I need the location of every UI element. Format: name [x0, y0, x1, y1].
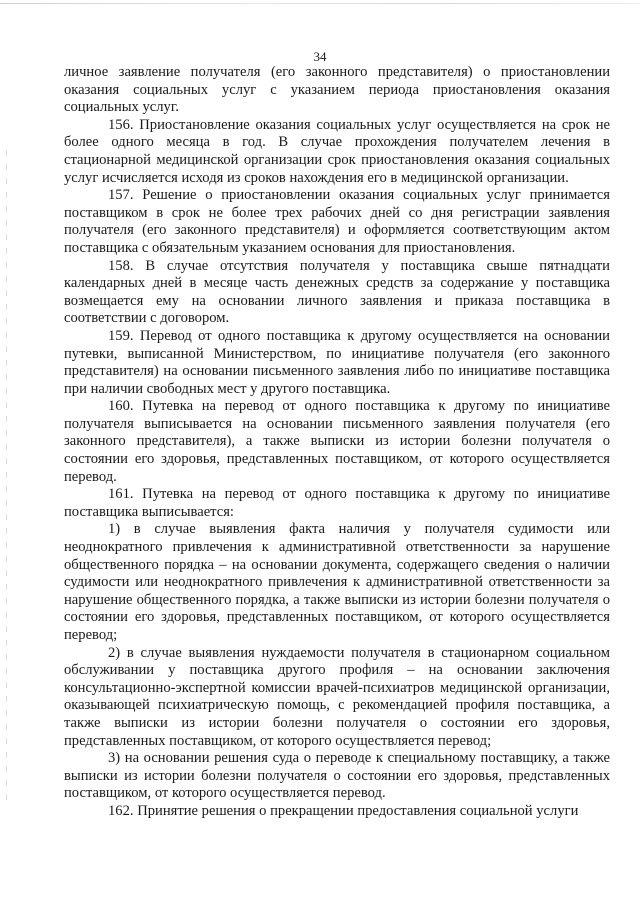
paragraph-continuation: личное заявление получателя (его законного представителя) о приостановлении оказания социальных услуг с указанием периода приостановления оказания социальных услуг. [64, 64, 610, 116]
scan-edge-left [6, 150, 7, 800]
scan-edge-top [0, 3, 640, 4]
paragraph-161-item-3: 3) на основании решения суда о переводе к специальному поставщику, а также выписки из истории болезни получателя о состоянии его здоровья, представленных поставщиком, от которого осуществляется перевод. [64, 750, 610, 802]
paragraph-162: 162. Принятие решения о прекращении предоставления социальной услуги [108, 802, 579, 819]
paragraph-158: 158. В случае отсутствия получателя у поставщика свыше пятнадцати календарных дней в месяце часть денежных средств за содержание у поставщика возмещается ему на основании личного заявления и приказа поставщика в соответствии с договором. [64, 257, 610, 327]
paragraph-160: 160. Путевка на перевод от одного поставщика к другому по инициативе получателя выписывается на основании письменного заявления получателя (его законного представителя), а также выписки из истории болезни получателя о состоянии его здоровья, представленных поставщиком, от которого осуществляется перевод. [64, 398, 610, 485]
paragraph-159: 159. Перевод от одного поставщика к другому осуществляется на основании путевки, выписанной Министерством, по инициативе получателя (его законного представителя) на основании письменного заявления либо по инициативе поставщика при наличии свободных мест у другого поставщика. [64, 327, 610, 397]
paragraph-156: 156. Приостановление оказания социальных услуг осуществляется на срок не более одного месяца в год. В случае прохождения получателем лечения в стационарной медицинской организации срок приостановления оказания социальных услуг исчисляется исходя из сроков нахождения его в медицинской организации. [64, 116, 610, 186]
page-number: 34 [313, 49, 327, 64]
paragraph-161-item-2: 2) в случае выявления нуждаемости получателя в стационарном социальном обслуживании у поставщика другого профиля – на основании заключения консультационно-экспертной комиссии врачей-психиатров медицинской организации, оказывающей психиатрическую помощь, с рекомендацией профиля поставщика, а также выписки из истории болезни получателя о состоянии его здоровья, представленных поставщиком, от которого осуществляется перевод; [64, 644, 610, 749]
paragraph-157: 157. Решение о приостановлении оказания социальных услуг принимается поставщиком в срок не более трех рабочих дней со дня регистрации заявления получателя (его законного представителя) и оформляется соответствующим актом поставщика с обязательным указанием основания для приостановления. [64, 187, 610, 256]
paragraph-161-item-1: 1) в случае выявления факта наличия у получателя судимости или неоднократного привлечения к административной ответственности за нарушение общественного порядка – на основании документа, содержащего сведения о наличии судимости или неоднократного привлечения к административной ответственности за нарушение общественного порядка, а также выписки из истории болезни получателя о состоянии его здоровья, представленных поставщиком, от которого осуществляется перевод; [64, 521, 610, 643]
paragraph-161: 161. Путевка на перевод от одного поставщика к другому по инициативе поставщика выписывается: [64, 486, 610, 520]
document-body [64, 64, 610, 821]
